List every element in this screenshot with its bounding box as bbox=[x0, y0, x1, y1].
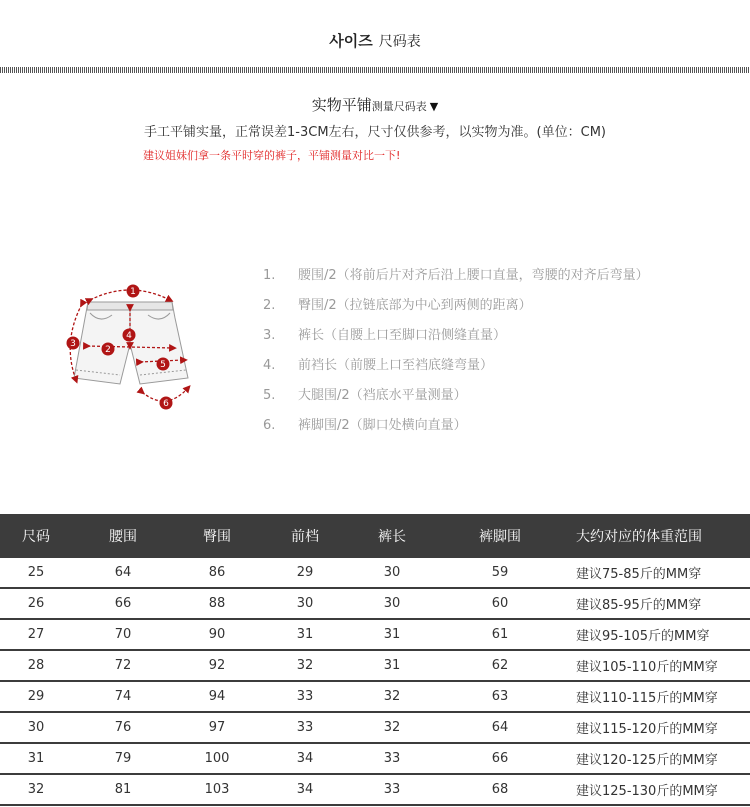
cell-weight-range: 建议115-120斤的MM穿 bbox=[566, 712, 750, 743]
cell-waist: 81 bbox=[72, 774, 174, 805]
title-chinese: 尺码表 bbox=[378, 34, 421, 50]
cell-weight-range: 建议120-125斤的MM穿 bbox=[566, 743, 750, 774]
cell-length: 33 bbox=[350, 774, 434, 805]
measure-heading-big: 实物平铺 bbox=[311, 96, 372, 114]
step-item bbox=[263, 385, 649, 415]
table-row bbox=[0, 558, 750, 588]
measure-heading-small: 测量尺码表 bbox=[371, 100, 427, 113]
cell-length: 31 bbox=[350, 650, 434, 681]
measure-note: 建议姐妹们拿一条平时穿的裤子，平铺测量对比一下! bbox=[143, 149, 401, 162]
step-item bbox=[263, 415, 649, 445]
cell-size: 26 bbox=[0, 588, 72, 619]
marker-5: 5 bbox=[160, 360, 166, 370]
step-text: 裤脚围/2（脚口处横向直量） bbox=[298, 418, 467, 433]
step-text: 腰围/2（将前后片对齐后沿上腰口直量，弯腰的对齐后弯量） bbox=[298, 268, 649, 283]
header-front-rise: 前档 bbox=[260, 514, 350, 558]
header-waist: 腰围 bbox=[72, 514, 174, 558]
cell-leg-opening: 68 bbox=[434, 774, 566, 805]
cell-hip: 86 bbox=[174, 558, 260, 588]
measurement-steps bbox=[263, 265, 649, 445]
cell-hip: 92 bbox=[174, 650, 260, 681]
cell-waist: 74 bbox=[72, 681, 174, 712]
cell-front-rise: 34 bbox=[260, 774, 350, 805]
table-row bbox=[0, 588, 750, 619]
step-item bbox=[263, 265, 649, 295]
cell-hip: 100 bbox=[174, 743, 260, 774]
marker-3: 3 bbox=[70, 339, 76, 349]
marker-1: 1 bbox=[130, 287, 136, 297]
cell-size: 28 bbox=[0, 650, 72, 681]
header-size: 尺码 bbox=[0, 514, 72, 558]
cell-length: 30 bbox=[350, 588, 434, 619]
cell-front-rise: 32 bbox=[260, 650, 350, 681]
step-number: 3. bbox=[263, 328, 276, 343]
cell-front-rise: 34 bbox=[260, 743, 350, 774]
cell-weight-range: 建议125-130斤的MM穿 bbox=[566, 774, 750, 805]
cell-front-rise: 31 bbox=[260, 619, 350, 650]
step-item bbox=[263, 325, 649, 355]
cell-front-rise: 29 bbox=[260, 558, 350, 588]
cell-hip: 103 bbox=[174, 774, 260, 805]
table-row bbox=[0, 681, 750, 712]
cell-weight-range: 建议95-105斤的MM穿 bbox=[566, 619, 750, 650]
marker-4: 4 bbox=[126, 331, 132, 341]
step-text: 裤长（自腰上口至脚口沿侧缝直量） bbox=[298, 328, 507, 343]
table-row bbox=[0, 619, 750, 650]
cell-leg-opening: 64 bbox=[434, 712, 566, 743]
cell-waist: 72 bbox=[72, 650, 174, 681]
table-row bbox=[0, 743, 750, 774]
step-number: 4. bbox=[263, 358, 276, 373]
cell-size: 29 bbox=[0, 681, 72, 712]
cell-length: 33 bbox=[350, 743, 434, 774]
cell-length: 32 bbox=[350, 681, 434, 712]
title-korean: 사이즈 bbox=[329, 32, 373, 50]
step-item bbox=[263, 295, 649, 325]
cell-front-rise: 33 bbox=[260, 681, 350, 712]
cell-weight-range: 建议85-95斤的MM穿 bbox=[566, 588, 750, 619]
header-weight-range: 大约对应的体重范围 bbox=[566, 514, 750, 558]
step-text: 前裆长（前腰上口至裆底缝弯量） bbox=[298, 358, 494, 373]
cell-size: 27 bbox=[0, 619, 72, 650]
header-length: 裤长 bbox=[350, 514, 434, 558]
cell-hip: 97 bbox=[174, 712, 260, 743]
page-title bbox=[0, 30, 750, 51]
header-hip: 臀围 bbox=[174, 514, 260, 558]
cell-size: 25 bbox=[0, 558, 72, 588]
table-row bbox=[0, 650, 750, 681]
step-number: 2. bbox=[263, 298, 276, 313]
cell-leg-opening: 66 bbox=[434, 743, 566, 774]
triangle-down-icon: ▼ bbox=[429, 100, 439, 113]
cell-size: 31 bbox=[0, 743, 72, 774]
table-row bbox=[0, 774, 750, 805]
cell-waist: 70 bbox=[72, 619, 174, 650]
cell-leg-opening: 62 bbox=[434, 650, 566, 681]
cell-weight-range: 建议105-110斤的MM穿 bbox=[566, 650, 750, 681]
marker-6: 6 bbox=[163, 399, 169, 409]
step-text: 臀围/2（拉链底部为中心到两侧的距离） bbox=[298, 298, 532, 313]
cell-size: 32 bbox=[0, 774, 72, 805]
size-table bbox=[0, 514, 750, 806]
measure-description: 手工平铺实量，正常误差1-3CM左右，尺寸仅供参考，以实物为准。(单位：CM) bbox=[144, 125, 606, 140]
header-leg-opening: 裤脚围 bbox=[434, 514, 566, 558]
cell-hip: 90 bbox=[174, 619, 260, 650]
cell-leg-opening: 61 bbox=[434, 619, 566, 650]
cell-leg-opening: 59 bbox=[434, 558, 566, 588]
step-text: 大腿围/2（裆底水平量测量） bbox=[298, 388, 467, 403]
divider bbox=[0, 67, 750, 73]
cell-waist: 76 bbox=[72, 712, 174, 743]
measure-heading bbox=[0, 94, 750, 115]
cell-hip: 88 bbox=[174, 588, 260, 619]
step-item bbox=[263, 355, 649, 385]
shorts-diagram-icon bbox=[60, 280, 200, 415]
marker-2: 2 bbox=[105, 345, 111, 355]
cell-leg-opening: 63 bbox=[434, 681, 566, 712]
cell-front-rise: 33 bbox=[260, 712, 350, 743]
cell-hip: 94 bbox=[174, 681, 260, 712]
cell-waist: 79 bbox=[72, 743, 174, 774]
cell-leg-opening: 60 bbox=[434, 588, 566, 619]
step-number: 1. bbox=[263, 268, 276, 283]
step-number: 6. bbox=[263, 418, 276, 433]
cell-size: 30 bbox=[0, 712, 72, 743]
step-number: 5. bbox=[263, 388, 276, 403]
cell-waist: 66 bbox=[72, 588, 174, 619]
cell-front-rise: 30 bbox=[260, 588, 350, 619]
cell-length: 30 bbox=[350, 558, 434, 588]
table-header-row bbox=[0, 514, 750, 558]
table-row bbox=[0, 712, 750, 743]
cell-weight-range: 建议110-115斤的MM穿 bbox=[566, 681, 750, 712]
cell-weight-range: 建议75-85斤的MM穿 bbox=[566, 558, 750, 588]
cell-length: 32 bbox=[350, 712, 434, 743]
cell-waist: 64 bbox=[72, 558, 174, 588]
cell-length: 31 bbox=[350, 619, 434, 650]
